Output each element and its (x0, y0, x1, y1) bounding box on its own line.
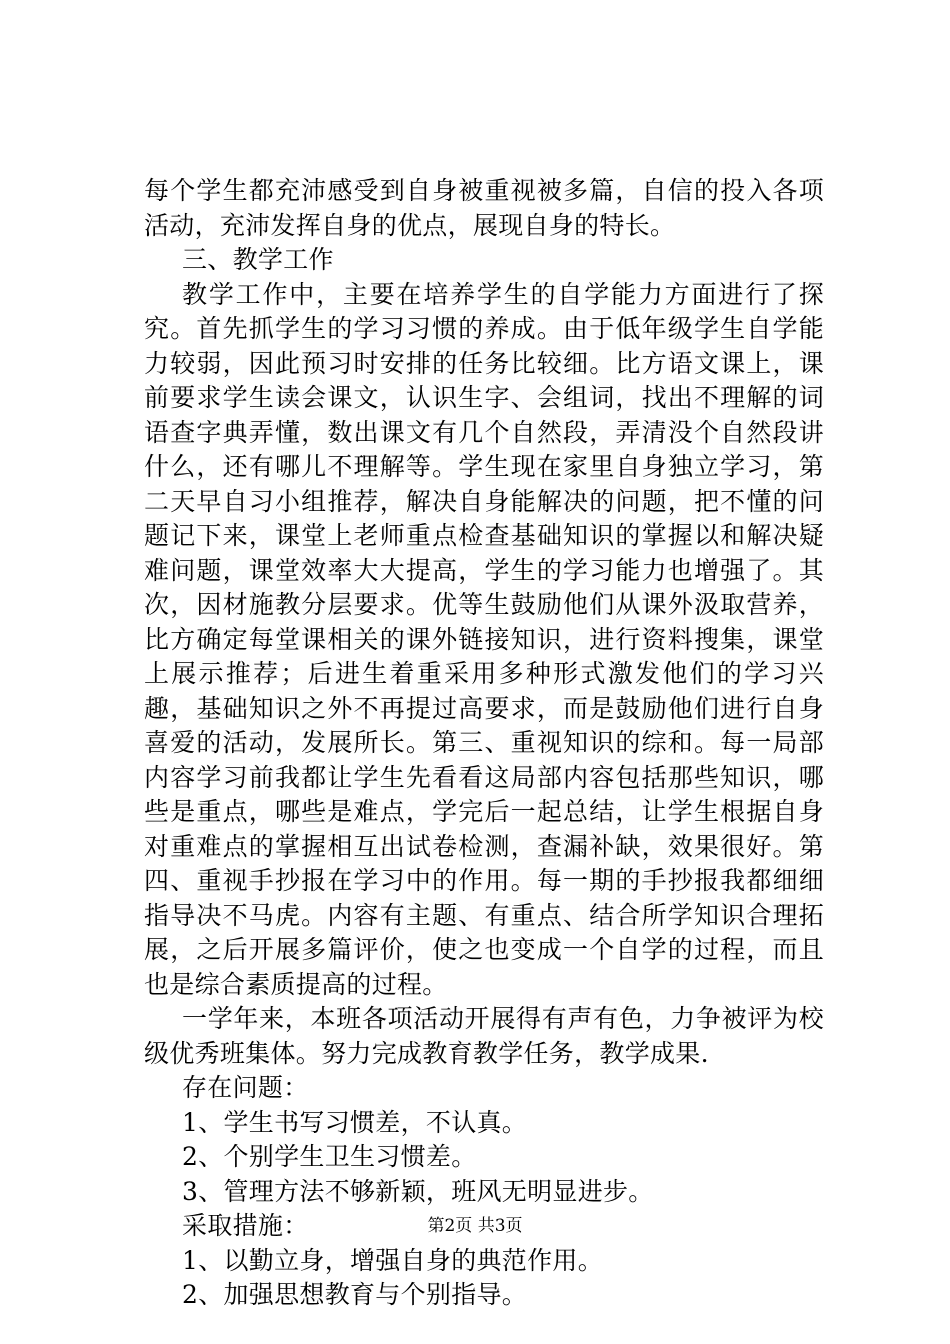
measure-item-2: 2、加强思想教育与个别指导。 (182, 1280, 528, 1309)
heading-existing-problems: 存在问题： (182, 1073, 309, 1102)
problem-item-3: 3、管理方法不够新颖，班风无明显进步。 (182, 1176, 654, 1206)
problem-item-2: 2、个别学生卫生习惯差。 (182, 1142, 477, 1171)
paragraph-intro-continuation: 每个学生都充沛感受到自身被重视被多篇，自信的投入各项活动，充沛发挥自身的优点，展现自身的特长。 (144, 176, 824, 240)
paragraph-year-summary: 一学年来，本班各项活动开展得有声有色，力争被评为校级优秀班集体。努力完成教育教学任务，教学成果. (144, 1004, 824, 1068)
problem-item-1: 1、学生书写习惯差，不认真。 (182, 1107, 528, 1137)
document-body (144, 174, 824, 1313)
page-number-footer: 第2页 共3页 (427, 1216, 523, 1236)
heading-measures: 采取措施： (182, 1211, 309, 1240)
paragraph-teaching-work: 教学工作中，主要在培养学生的自学能力方面进行了探究。首先抓学生的学习习惯的养成。由于低年级学生自学能力较弱，因此预习时安排的任务比较细。比方语文课上，课前要求学生读会课文，认识生字、会组词，找出不理解的词语查字典弄懂，数出课文有几个自然段，弄清没个自然段讲什么，还有哪儿不理解等。学生现在家里自身独立学习，第二天早自习小组推荐，解决自身能解决的问题，把不懂的问题记下来，课堂上老师重点检查基础知识的掌握以和解决疑难问题，课堂效率大大提高，学生的学习能力也增强了。其次，因材施教分层要求。优等生鼓励他们从课外汲取营养，比方确定每堂课相关的课外链接知识，进行资料搜集，课堂上展示推荐；后进生着重采用多种形式激发他们的学习兴趣，基础知识之外不再提过高要求，而是鼓励他们进行自身喜爱的活动，发展所长。第三、重视知识的综和。每一局部内容学习前我都让学生先看看这局部内容包括那些知识，哪些是重点，哪些是难点，学完后一起总结，让学生根据自身对重难点的掌握相互出试卷检测，查漏补缺，效果很好。第四、重视手抄报在学习中的作用。每一期的手抄报我都细细指导决不马虎。内容有主题、有重点、结合所学知识合理拓展，之后开展多篇评价，使之也变成一个自学的过程，而且也是综合素质提高的过程。 (144, 279, 824, 999)
measure-item-1: 1、以勤立身，增强自身的典范作用。 (182, 1245, 604, 1275)
section-heading-teaching-work: 三、教学工作 (182, 245, 334, 274)
